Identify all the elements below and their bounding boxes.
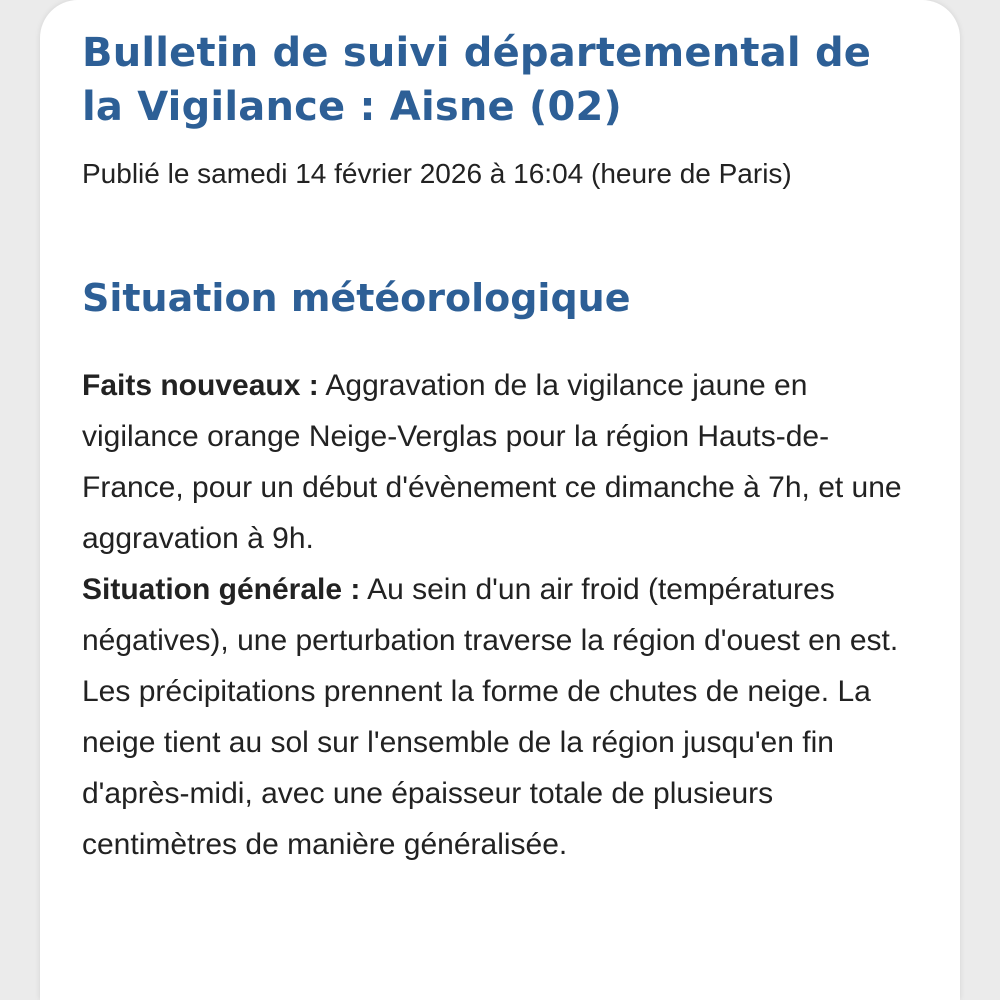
- bulletin-content: [82, 26, 922, 870]
- section-heading-situation: Situation météorologique: [82, 276, 631, 320]
- situation-generale-paragraph: [82, 564, 922, 870]
- situation-generale-text: Au sein d'un air froid (températures négatives), une perturbation traverse la région d'ouest en est. Les précipitations prennent la forme de chutes de neige. La neige tient au sol sur l'ensemble de la région jusqu'en fin d'après-midi, avec une épaisseur totale de plusieurs centimètres de manière généralisée.: [82, 573, 899, 861]
- published-timestamp: Publié le samedi 14 février 2026 à 16:04 (heure de Paris): [82, 158, 792, 189]
- faits-nouveaux-label: Faits nouveaux :: [82, 369, 319, 402]
- page-title: Bulletin de suivi départemental de la Vigilance : Aisne (02): [82, 30, 872, 130]
- bulletin-card: [40, 0, 960, 1000]
- situation-generale-label: Situation générale :: [82, 573, 361, 606]
- faits-nouveaux-text: Aggravation de la vigilance jaune en vigilance orange Neige-Verglas pour la région Hauts-de-France, pour un début d'évènement ce dimanche à 7h, et une aggravation à 9h.: [82, 369, 902, 555]
- faits-nouveaux-paragraph: [82, 360, 922, 564]
